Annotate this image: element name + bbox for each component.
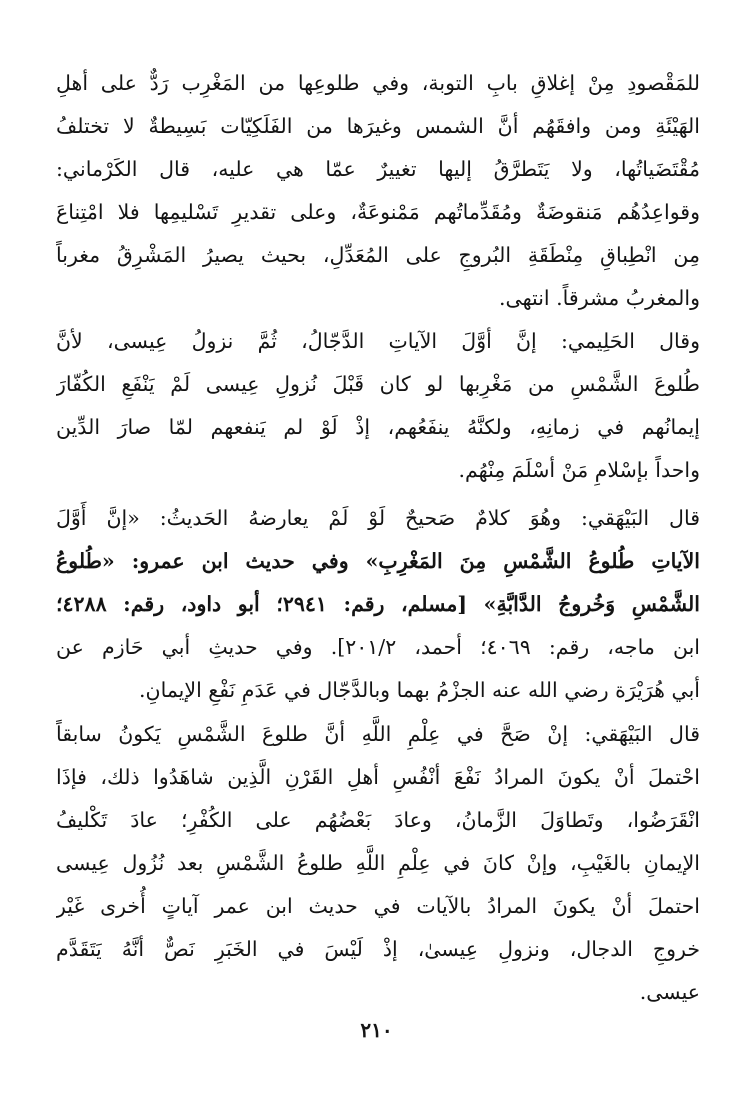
text-line: احْتملَ أنْ يكونَ المرادُ نَفْعَ أنْفُسِ أهلِ القَرْنِ الَّذِين شاهَدُوا ذلك، فإذَا (56, 765, 700, 789)
paragraph-4 (56, 713, 700, 1014)
text-line: مُقْتَضَياتُها، ولا يَتَطرَّقُ إليها تغييرٌ عمّا هي عليه، قال الكَرْماني: (56, 157, 700, 181)
text-line: للمَقْصودِ مِنْ إغلاقِ بابِ التوبة، وفي طلوعِها من المَغْرِب رَدٌّ على أهلِ (56, 71, 700, 95)
text-line: انْقَرَضُوا، وتَطاوَلَ الزَّمانُ، وعادَ بَعْضُهُم على الكُفْرِ؛ عادَ تَكْليفُ (56, 808, 700, 832)
text-line: طُلوعَ الشَّمْسِ من مَغْرِبها لو كان قَبْلَ نُزولِ عِيسى لَمْ يَنْفَعِ الكُفّارَ (56, 372, 700, 396)
text-line: أبي هُرَيْرَة رضي الله عنه الجزْمُ بهما وبالدَّجّال في عَدَمِ نَفْعِ الإيمانِ. (139, 678, 700, 702)
text-line: الإيمانِ بالغَيْبِ، وإنْ كانَ في عِلْمِ اللَّهِ طلوعُ الشَّمْسِ بعد نُزُول عِيسى (56, 851, 700, 875)
paragraph-2 (56, 320, 700, 492)
text-line: واحداً بإسْلامِ مَنْ أسْلَمَ مِنْهُم. (458, 458, 700, 482)
text-line: وقال الحَلِيمي: إنَّ أوَّلَ الآياتِ الدَّجّالُ، ثُمَّ نزولُ عِيسى، لأنَّ (56, 329, 700, 353)
text-line: احتملَ أنْ يكونَ المرادُ بالآيات في حديث ابن عمر آياتٍ أُخرى غَيْر (56, 894, 700, 918)
text-line: إيمانُهم في زمانِهِ، ولكنَّهُ ينفَعُهم، إذْ لَوْ لم يَنفعهم لمّا صارَ الدِّين (56, 415, 700, 439)
text-line: وقواعِدُهُم مَنقوضَةٌ ومُقَدِّماتُهم مَمْنوعَةٌ، وعلى تقديرِ تَسْليمِها فلا امْتِناعَ (56, 200, 700, 224)
text-line: خروجِ الدجال، ونزولِ عِيسىٰ، إذْ لَيْسَ في الخَبَرِ نَصٌّ أنَّهُ يَتَقَدَّم (56, 937, 700, 961)
text-line: عيسى. (639, 980, 700, 1004)
text-line: والمغربُ مشرقاً. انتهى. (498, 286, 700, 310)
page-number: ٢١٠ (360, 1018, 393, 1042)
hadith-quote-line: الآياتِ طُلوعُ الشَّمْسِ مِنَ المَغْرِبِ» وفي حديث ابن عمرو: «طُلوعُ (56, 549, 700, 573)
citation-line: ابن ماجه، رقم: ٤٠٦٩؛ أحمد، ٢٠١/٢]. وفي حديثِ أبي حَازم عن (56, 635, 700, 659)
text-line: قال البَيْهَقي: وهُوَ كلامٌ صَحيحٌ لَوْ لَمْ يعارضهُ الحَديثُ: «إنَّ أَوَّلَ (56, 506, 700, 530)
text-line: الهَيْئَةِ ومن وافقَهُم أنَّ الشمس وغيرَها من الفَلَكِيّات بَسِيطةٌ لا تختلفُ (56, 114, 700, 138)
paragraph-3 (56, 497, 700, 712)
text-line: قال البَيْهَقي: إنْ صَحَّ في عِلْمِ اللَّهِ أنَّ طلوعَ الشَّمْسِ يَكونُ سابقاً (56, 722, 700, 746)
text-line: مِن انْطِباقِ مِنْطَقَةِ البُروجِ على المُعَدِّلِ، بحيث يصيرُ المَشْرِقُ مغرباً (56, 243, 700, 267)
paragraph-1 (56, 62, 700, 320)
hadith-quote-line: الشَّمْسِ وَخُروجُ الدَّابَّةِ» [مسلم، رقم: ٢٩٤١؛ أبو داود، رقم: ٤٢٨٨؛ (56, 592, 700, 616)
